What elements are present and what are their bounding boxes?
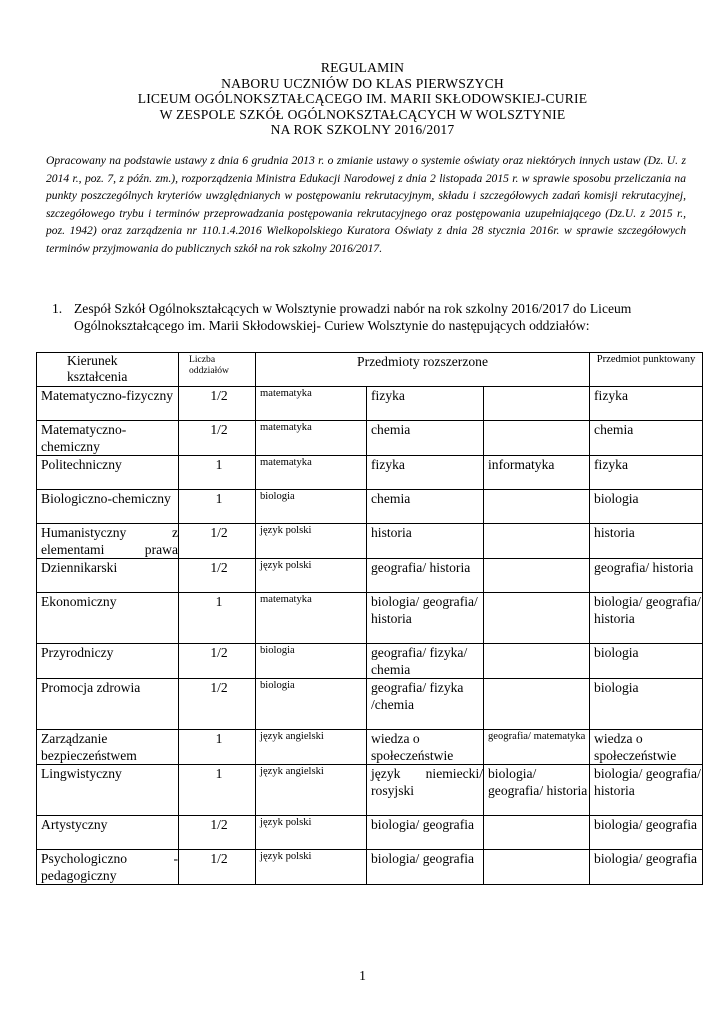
cell-rozszerzony-3 bbox=[484, 490, 590, 524]
cell-rozszerzony-3 bbox=[484, 850, 590, 885]
cell-rozszerzony-2: chemia bbox=[367, 421, 484, 456]
cell-rozszerzony-2: chemia bbox=[367, 490, 484, 524]
header-liczba: Liczba oddziałów bbox=[179, 353, 256, 387]
cell-punktowany: historia bbox=[590, 524, 703, 559]
point-1 bbox=[52, 300, 692, 334]
cell-rozszerzony-3 bbox=[484, 644, 590, 679]
cell-punktowany: wiedza o społeczeństwie bbox=[590, 730, 703, 765]
cell-rozszerzony-3: biologia/ geografia/ historia bbox=[484, 765, 590, 816]
table-row bbox=[37, 644, 703, 679]
cell-rozszerzony-1: biologia bbox=[256, 644, 367, 679]
cell-kierunek: Artystyczny bbox=[37, 816, 179, 850]
cell-rozszerzony-3: geografia/ matematyka bbox=[484, 730, 590, 765]
cell-rozszerzony-3 bbox=[484, 816, 590, 850]
cell-kierunek: Politechniczny bbox=[37, 456, 179, 490]
cell-punktowany: biologia/ geografia/ historia bbox=[590, 765, 703, 816]
cell-kierunek: Matematyczno-chemiczny bbox=[37, 421, 179, 456]
classes-table bbox=[36, 352, 703, 885]
cell-liczba: 1 bbox=[179, 765, 256, 816]
cell-rozszerzony-2: fizyka bbox=[367, 456, 484, 490]
document-title bbox=[0, 60, 725, 138]
table-row bbox=[37, 730, 703, 765]
cell-liczba: 1/2 bbox=[179, 421, 256, 456]
title-line: LICEUM OGÓLNOKSZTAŁCĄCEGO IM. MARII SKŁODOWSKIEJ-CURIE bbox=[137, 91, 588, 107]
cell-kierunek: Psychologiczno - pedagogiczny bbox=[37, 850, 179, 885]
cell-punktowany: biologia/ geografia bbox=[590, 850, 703, 885]
table-row bbox=[37, 490, 703, 524]
cell-liczba: 1/2 bbox=[179, 644, 256, 679]
cell-rozszerzony-2: historia bbox=[367, 524, 484, 559]
cell-rozszerzony-2: wiedza o społeczeństwie bbox=[367, 730, 484, 765]
cell-punktowany: biologia/ geografia bbox=[590, 816, 703, 850]
table-row bbox=[37, 524, 703, 559]
table-row bbox=[37, 765, 703, 816]
cell-liczba: 1/2 bbox=[179, 816, 256, 850]
cell-liczba: 1 bbox=[179, 456, 256, 490]
table-row bbox=[37, 387, 703, 421]
cell-rozszerzony-1: matematyka bbox=[256, 421, 367, 456]
cell-rozszerzony-2: biologia/ geografia bbox=[367, 816, 484, 850]
cell-rozszerzony-1: język polski bbox=[256, 816, 367, 850]
table-row bbox=[37, 593, 703, 644]
title-line: NABORU UCZNIÓW DO KLAS PIERWSZYCH bbox=[221, 75, 504, 91]
intro-paragraph: Opracowany na podstawie ustawy z dnia 6 grudnia 2013 r. o zmianie ustawy o systemie oświaty oraz niektórych innych ustaw (Dz. U. z 2014 r., poz. 7, z późn. zm.), rozporządzenia Ministra Edukacji Narodowej z dnia 2 listopada 2015 r. w sprawie sposobu przeliczania na punkty poszczególnych kryteriów uwzględnianych w postępowaniu rekrutacyjnym, składu i szczegółowych zadań komisji rekrutacyjnej, szczegółowego trybu i terminów przeprowadzania postępowania rekrutacyjnego oraz postępowania uzupełniającego (Dz.U. z 2015 r., poz. 1942) oraz zarządzenia nr 110.1.4.2016 Wielkopolskiego Kuratora Oświaty z dnia 28 stycznia 2016r. w sprawie szczegółowych terminów przyjmowania do publicznych szkół na rok szkolny 2016/2017. bbox=[46, 154, 686, 255]
title-line: NA ROK SZKOLNY 2016/2017 bbox=[270, 122, 455, 138]
cell-rozszerzony-2: geografia/ fizyka/ chemia bbox=[367, 644, 484, 679]
cell-kierunek: Humanistyczny z elementami prawa bbox=[37, 524, 179, 559]
cell-kierunek: Dziennikarski bbox=[37, 559, 179, 593]
header-punktowany: Przedmiot punktowany bbox=[590, 353, 703, 387]
cell-rozszerzony-1: matematyka bbox=[256, 593, 367, 644]
header-rozszerzone: Przedmioty rozszerzone bbox=[256, 353, 590, 387]
table-header-row bbox=[37, 353, 703, 387]
cell-rozszerzony-2: geografia/ fizyka /chemia bbox=[367, 679, 484, 730]
cell-punktowany: fizyka bbox=[590, 456, 703, 490]
cell-rozszerzony-2: język niemiecki/ rosyjski bbox=[367, 765, 484, 816]
point-text: Zespół Szkół Ogólnokształcących w Wolsztynie prowadzi nabór na rok szkolny 2016/2017 do Liceum Ogólnokształcącego im. Marii Skłodowskiej- Curiew Wolsztynie do następujących oddziałów: bbox=[74, 301, 632, 333]
cell-kierunek: Promocja zdrowia bbox=[37, 679, 179, 730]
cell-rozszerzony-1: biologia bbox=[256, 679, 367, 730]
cell-punktowany: fizyka bbox=[590, 387, 703, 421]
cell-rozszerzony-1: język polski bbox=[256, 524, 367, 559]
point-number: 1. bbox=[52, 301, 63, 316]
cell-rozszerzony-2: biologia/ geografia bbox=[367, 850, 484, 885]
title-line: W ZESPOLE SZKÓŁ OGÓLNOKSZTAŁCĄCYCH W WOLSZTYNIE bbox=[159, 106, 566, 122]
page-number: 1 bbox=[359, 968, 366, 983]
cell-rozszerzony-2: biologia/ geografia/ historia bbox=[367, 593, 484, 644]
cell-punktowany: chemia bbox=[590, 421, 703, 456]
cell-rozszerzony-1: biologia bbox=[256, 490, 367, 524]
cell-rozszerzony-3 bbox=[484, 387, 590, 421]
cell-rozszerzony-3 bbox=[484, 559, 590, 593]
cell-kierunek: Matematyczno-fizyczny bbox=[37, 387, 179, 421]
table-row bbox=[37, 456, 703, 490]
cell-punktowany: geografia/ historia bbox=[590, 559, 703, 593]
header-kierunek: Kierunek kształcenia bbox=[37, 353, 179, 387]
cell-punktowany: biologia bbox=[590, 679, 703, 730]
cell-rozszerzony-1: język angielski bbox=[256, 765, 367, 816]
table-row bbox=[37, 421, 703, 456]
table-row bbox=[37, 679, 703, 730]
cell-rozszerzony-1: język angielski bbox=[256, 730, 367, 765]
cell-rozszerzony-1: język polski bbox=[256, 559, 367, 593]
cell-rozszerzony-1: matematyka bbox=[256, 387, 367, 421]
cell-kierunek: Zarządzanie bezpieczeństwem bbox=[37, 730, 179, 765]
cell-kierunek: Biologiczno-chemiczny bbox=[37, 490, 179, 524]
cell-liczba: 1 bbox=[179, 593, 256, 644]
cell-liczba: 1 bbox=[179, 730, 256, 765]
cell-rozszerzony-1: język polski bbox=[256, 850, 367, 885]
cell-rozszerzony-3 bbox=[484, 593, 590, 644]
cell-rozszerzony-1: matematyka bbox=[256, 456, 367, 490]
cell-rozszerzony-3 bbox=[484, 421, 590, 456]
cell-punktowany: biologia bbox=[590, 490, 703, 524]
cell-kierunek: Przyrodniczy bbox=[37, 644, 179, 679]
cell-rozszerzony-2: fizyka bbox=[367, 387, 484, 421]
table-row bbox=[37, 559, 703, 593]
cell-rozszerzony-3 bbox=[484, 679, 590, 730]
cell-rozszerzony-3: informatyka bbox=[484, 456, 590, 490]
cell-liczba: 1/2 bbox=[179, 387, 256, 421]
table-row bbox=[37, 850, 703, 885]
cell-liczba: 1/2 bbox=[179, 850, 256, 885]
cell-liczba: 1/2 bbox=[179, 679, 256, 730]
cell-rozszerzony-3 bbox=[484, 524, 590, 559]
table-row bbox=[37, 816, 703, 850]
cell-liczba: 1 bbox=[179, 490, 256, 524]
cell-kierunek: Lingwistyczny bbox=[37, 765, 179, 816]
title-line: REGULAMIN bbox=[320, 60, 405, 75]
cell-liczba: 1/2 bbox=[179, 559, 256, 593]
cell-kierunek: Ekonomiczny bbox=[37, 593, 179, 644]
cell-rozszerzony-2: geografia/ historia bbox=[367, 559, 484, 593]
cell-liczba: 1/2 bbox=[179, 524, 256, 559]
cell-punktowany: biologia/ geografia/ historia bbox=[590, 593, 703, 644]
cell-punktowany: biologia bbox=[590, 644, 703, 679]
